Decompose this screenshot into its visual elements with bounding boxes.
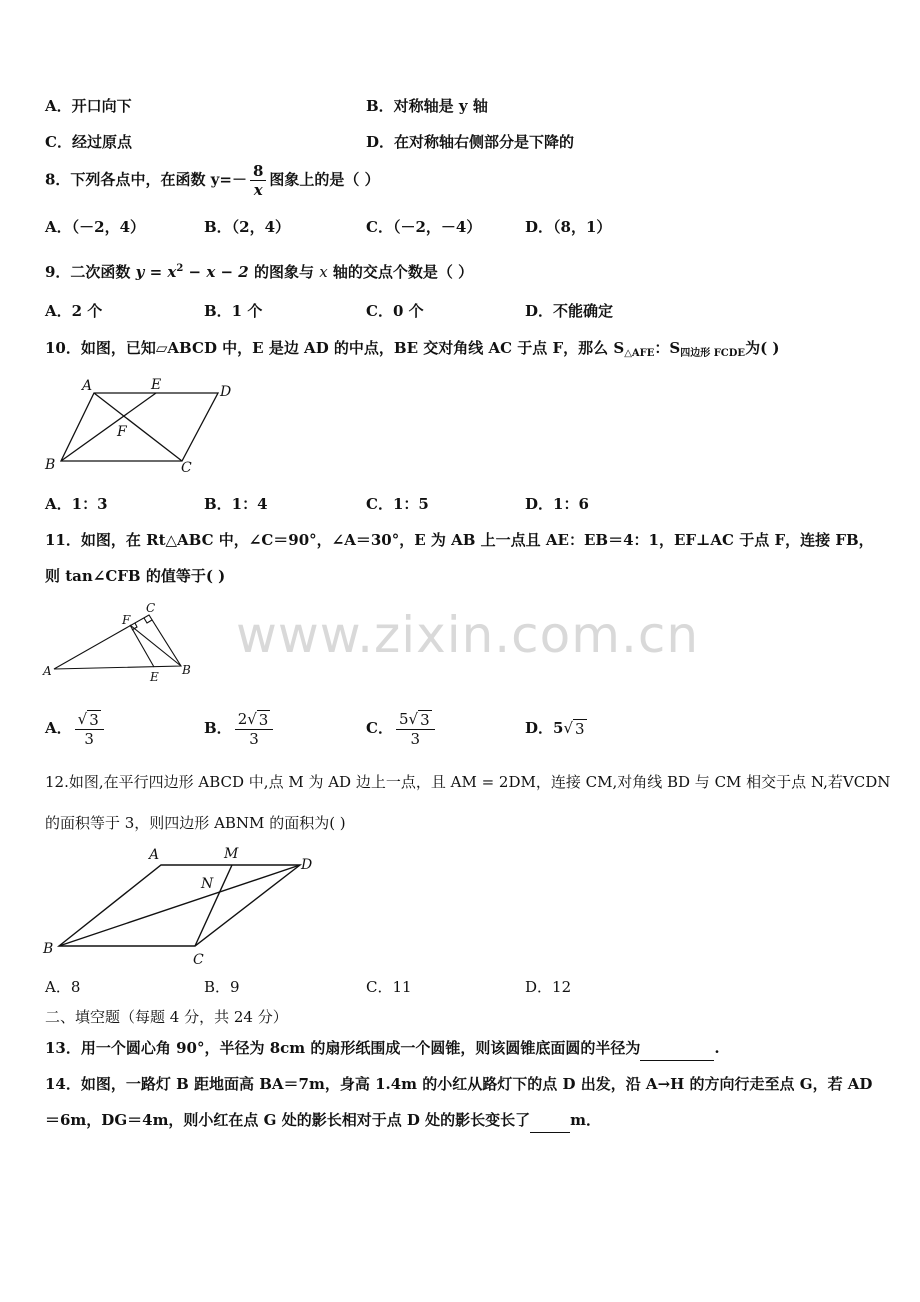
q12-option-b[interactable]: B．9 — [204, 978, 240, 996]
section-heading: 二、填空题（每题 4 分，共 24 分） — [45, 1008, 288, 1026]
q10-stem-pre: 10．如图，已知▱ABCD 中，E 是边 AD 的中点，BE 交对角线 AC 于点 F，那么 S — [45, 339, 625, 357]
q10-sub-afe: △AFE — [624, 348, 655, 359]
q11-b-label: B． — [204, 719, 232, 737]
q11-figure — [40, 600, 200, 684]
q12-diagonal-bd — [59, 865, 300, 946]
q10-stem-post: 为( ) — [745, 339, 780, 357]
q9-axis: x — [319, 263, 328, 281]
q10-label-b: B — [45, 457, 56, 473]
q10-option-a[interactable]: A．1：3 — [45, 495, 108, 513]
q8-option-a[interactable]: A．（－2，4） — [45, 218, 146, 236]
q14-line2-end: m． — [570, 1111, 602, 1129]
q11-c-radicand: 3 — [420, 711, 430, 729]
q7-option-a[interactable]: A．开口向下 — [45, 97, 132, 115]
q11-stem-line2: 则 tan∠CFB 的值等于( ) — [45, 567, 226, 585]
q10-label-e: E — [151, 377, 162, 393]
q12-option-d[interactable]: D．12 — [525, 978, 572, 996]
q11-a-fraction — [75, 710, 104, 748]
q11-triangle-abc — [54, 615, 181, 669]
q11-label-a: A — [43, 664, 52, 678]
q9-option-d[interactable]: D．不能确定 — [525, 302, 614, 320]
q12-label-a: A — [149, 847, 160, 863]
q11-stem-line1: 11．如图，在 Rt△ABC 中，∠C＝90°，∠A＝30°，E 为 AB 上一点且 AE：EB＝4：1，EF⊥AC 于点 F，连接 FB， — [45, 531, 874, 549]
q8-stem-pre: 8．下列各点中，在函数 y=－ — [45, 170, 247, 189]
q12-label-m: M — [224, 846, 239, 862]
q10-option-c[interactable]: C．1：5 — [366, 495, 429, 513]
q11-b-fraction — [235, 710, 274, 748]
q12-stem-line2: 的面积等于 3，则四边形 ABNM 的面积为( ) — [45, 814, 346, 832]
q10-option-d[interactable]: D．1：6 — [525, 495, 589, 513]
q10-parallelogram — [61, 393, 218, 461]
q9-stem — [45, 259, 473, 282]
q11-d-coef: 5 — [553, 719, 564, 737]
q11-c-num: 5√ 3 — [396, 710, 435, 730]
q9-formula-x: x — [167, 263, 177, 281]
q11-label-f: F — [122, 613, 131, 627]
q12-label-b: B — [43, 941, 54, 957]
q9-formula-sup: 2 — [176, 263, 184, 274]
q8-option-c[interactable]: C．（－2，－4） — [366, 218, 482, 236]
q9-stem-pre: 9．二次函数 — [45, 263, 136, 281]
q11-segment-ef — [130, 625, 154, 667]
q11-c-coef: 5 — [398, 710, 409, 728]
q11-segment-fb — [130, 625, 181, 666]
q13-answer-blank[interactable] — [640, 1040, 714, 1061]
q10-diagonal-ac — [94, 393, 182, 461]
q12-label-n: N — [201, 876, 214, 892]
q11-a-den: 3 — [84, 730, 94, 748]
q12-option-c[interactable]: C．11 — [366, 978, 412, 996]
q9-option-b[interactable]: B．1 个 — [204, 302, 263, 320]
q12-label-c: C — [193, 952, 204, 968]
q9-stem-post: 轴的交点个数是（ ） — [327, 263, 474, 281]
q11-b-coef: 2 — [237, 710, 248, 728]
q9-stem-mid: 的图象与 — [248, 263, 320, 281]
q10-segment-be — [61, 393, 156, 461]
q10-stem — [45, 338, 779, 364]
q14-stem-line2 — [45, 1110, 601, 1133]
q8-option-b[interactable]: B．（2，4） — [204, 218, 291, 236]
q9-formula-y: y — [135, 263, 145, 281]
q11-label-e: E — [150, 670, 159, 684]
q11-a-num: √ 3 — [75, 710, 104, 730]
q11-b-radicand: 3 — [258, 711, 269, 729]
q8-frac-den: x — [253, 181, 263, 199]
q14-line2-text: ＝6m，DG＝4m，则小红在点 G 处的影长相对于点 D 处的影长变长了 — [45, 1111, 531, 1129]
q12-label-d: D — [301, 857, 313, 873]
watermark: www.zixin.com.cn — [236, 606, 700, 664]
q12-option-a[interactable]: A．8 — [45, 978, 81, 996]
q11-c-fraction — [396, 710, 435, 748]
q10-label-a: A — [82, 378, 93, 394]
q11-b-den: 3 — [249, 730, 259, 748]
q7-option-b[interactable]: B．对称轴是 y 轴 — [366, 97, 488, 115]
q11-option-d[interactable] — [525, 704, 587, 752]
q11-b-num: 2√ 3 — [235, 710, 274, 730]
q14-answer-blank[interactable] — [530, 1112, 570, 1133]
q8-option-d[interactable]: D．（8，1） — [525, 218, 612, 236]
q8-frac-num: 8 — [250, 162, 266, 181]
q7-option-d[interactable]: D．在对称轴右侧部分是下降的 — [366, 133, 575, 151]
q11-label-c: C — [146, 601, 156, 615]
q9-option-a[interactable]: A．2 个 — [45, 302, 103, 320]
q11-label-b: B — [182, 663, 191, 677]
q11-c-label: C． — [366, 719, 393, 737]
q10-label-f: F — [117, 424, 127, 440]
q12-figure — [38, 840, 328, 970]
q10-label-d: D — [220, 384, 232, 400]
q11-d-sqrt: √ 3 — [563, 719, 585, 738]
q10-option-b[interactable]: B．1：4 — [204, 495, 268, 513]
q10-sub-fcde: 四边形 FCDE — [680, 348, 746, 359]
q13-stem — [45, 1038, 720, 1061]
q11-option-c[interactable] — [366, 704, 438, 752]
q11-a-label: A． — [45, 719, 72, 737]
q11-option-a[interactable] — [45, 704, 107, 752]
q11-d-radicand: 3 — [575, 720, 585, 738]
q9-formula-rest: − x − 2 — [183, 263, 249, 281]
q8-fraction — [250, 162, 266, 199]
q10-label-c: C — [181, 460, 192, 476]
q9-option-c[interactable]: C．0 个 — [366, 302, 424, 320]
q11-a-radicand: 3 — [89, 711, 99, 729]
q11-option-b[interactable] — [204, 704, 276, 752]
q13-end: . — [714, 1039, 720, 1057]
q10-figure — [40, 372, 240, 480]
q10-stem-mid: ：S — [654, 339, 681, 357]
q11-c-den: 3 — [410, 730, 421, 748]
q9-formula-eq: = — [144, 263, 168, 281]
q11-d-label: D． — [525, 719, 554, 737]
q8-stem-post: 图象上的是（ ） — [269, 170, 380, 189]
q14-stem-line1: 14．如图，一路灯 B 距地面高 BA＝7m，身高 1.4m 的小红从路灯下的点 D 出发，沿 A→H 的方向行走至点 G，若 AD — [45, 1075, 873, 1093]
q13-text: 13．用一个圆心角 90°，半径为 8cm 的扇形纸围成一个圆锥，则该圆锥底面圆的半径为 — [45, 1039, 641, 1057]
q7-option-c[interactable]: C．经过原点 — [45, 133, 132, 151]
q8-stem — [45, 162, 380, 199]
q12-stem-line1: 12.如图,在平行四边形 ABCD 中,点 M 为 AD 边上一点，且 AM = 2DM，连接 CM,对角线 BD 与 CM 相交于点 N,若VCDN — [45, 773, 891, 791]
